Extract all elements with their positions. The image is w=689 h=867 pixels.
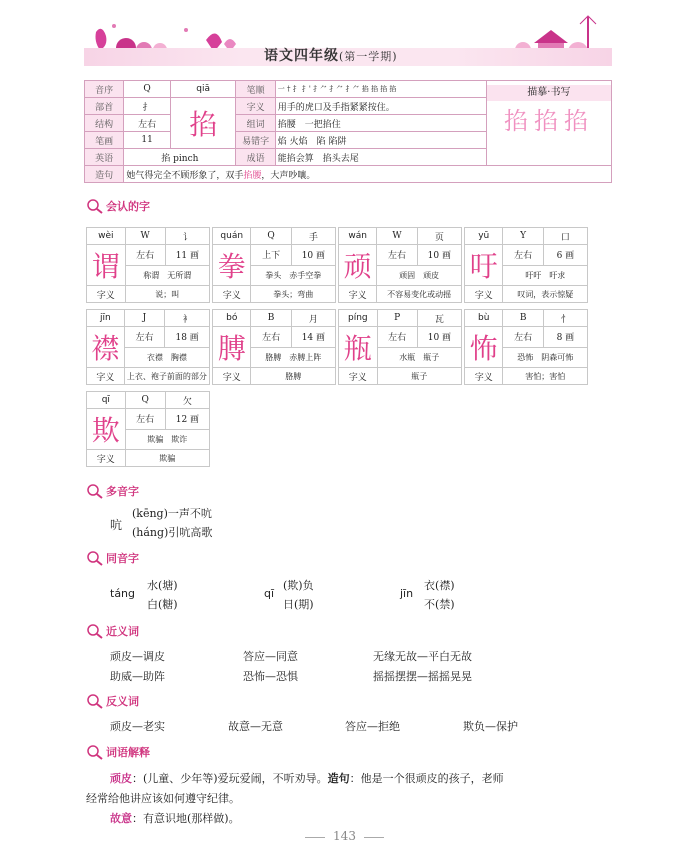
magnifier-icon xyxy=(86,744,104,760)
char-yinxu: B xyxy=(251,310,291,327)
char-yinxu: W xyxy=(125,228,165,245)
char-yinxu: Q xyxy=(251,228,291,245)
duoyin-line-1: (kēng)一声不吭 xyxy=(132,507,212,520)
duoyin-line-2: (háng)引吭高歌 xyxy=(132,526,213,539)
char-jiegou: 左右 xyxy=(377,245,417,266)
tongyin-pinyin: táng xyxy=(110,587,136,600)
tongyin-pinyin: qī xyxy=(264,587,275,600)
char-bihua: 8 画 xyxy=(543,327,587,348)
page-title: 语文四年级(第一学期) xyxy=(264,48,398,64)
char-definition: 害怕；害怕 xyxy=(503,368,588,385)
char-bushou: 口 xyxy=(543,228,587,245)
example-sentence: 她气得完全不顾形象了，双手掐腰，大声吵嚷。 xyxy=(124,166,612,183)
char-card xyxy=(464,309,588,385)
char-bihua: 11 画 xyxy=(165,245,209,266)
char-card xyxy=(338,227,462,303)
explanation-2: 故意：有意识地(那样做)。 xyxy=(110,812,240,825)
char-bushou: 衤 xyxy=(165,310,210,327)
char-bihua: 10 画 xyxy=(417,327,461,348)
char-bihua: 10 画 xyxy=(291,245,335,266)
duoyin-char: 吭 xyxy=(110,518,123,532)
explanation-1-cont: 经常给他讲应该如何遵守纪律。 xyxy=(86,792,240,805)
synonym-pair: 摇摇摆摆—摇摇晃晃 xyxy=(373,670,472,683)
char-ziyi-label: 字义 xyxy=(465,286,503,303)
char-definition: 胳膊 xyxy=(251,368,336,385)
explanation-1: 顽皮：(儿童、少年等)爱玩爱闹，不听劝导。造句：他是一个很顽皮的孩子，老师 xyxy=(110,772,504,785)
char-bihua: 18 画 xyxy=(165,327,210,348)
char-card xyxy=(86,227,210,303)
char-ziyi-label: 字义 xyxy=(339,286,377,303)
char-zuci: 顽固 顽皮 xyxy=(377,265,462,286)
char-jiegou: 左右 xyxy=(125,409,165,430)
char-definition: 上衣、袍子前面的部分 xyxy=(124,368,209,385)
tongyin-word: 水(塘) xyxy=(147,579,178,592)
tracer-chars: 掐掐掐 xyxy=(503,107,594,135)
char-bushou: 讠 xyxy=(165,228,209,245)
char-glyph: 吁 xyxy=(465,245,503,286)
char-bushou: 欠 xyxy=(165,392,209,409)
antonym-pair: 故意—无意 xyxy=(228,720,283,733)
char-zuci: 衣襟 胸襟 xyxy=(124,347,209,368)
antonym-pair: 顽皮—老实 xyxy=(110,720,165,733)
char-pinyin: bù xyxy=(465,310,503,327)
char-card xyxy=(338,309,462,385)
magnifier-icon xyxy=(86,550,104,566)
char-pinyin: quán xyxy=(213,228,251,245)
tongyin-word: 衣(襟) xyxy=(424,579,455,592)
char-zuci: 吁吁 吁求 xyxy=(503,265,588,286)
synonym-pair: 无缘无故—平白无故 xyxy=(373,650,472,663)
char-pinyin: jīn xyxy=(87,310,125,327)
synonym-pair: 顽皮—调皮 xyxy=(110,650,165,663)
char-ziyi-label: 字义 xyxy=(87,450,126,467)
char-yinxu: Y xyxy=(503,228,543,245)
char-yinxu: P xyxy=(377,310,417,327)
char-glyph: 拳 xyxy=(213,245,251,286)
char-zuci: 称谓 无所谓 xyxy=(125,265,209,286)
char-bushou: 瓦 xyxy=(417,310,461,327)
char-bushou: 页 xyxy=(417,228,461,245)
section-duoyin: 多音字 xyxy=(86,483,139,499)
char-pinyin: wán xyxy=(339,228,377,245)
char-definition: 拳头；弯曲 xyxy=(251,286,336,303)
tongyin-pinyin: jīn xyxy=(400,587,414,600)
char-definition: 不容易变化或动摇 xyxy=(377,286,462,303)
char-jiegou: 左右 xyxy=(503,245,543,266)
tongyin-word: (欺)负 xyxy=(283,579,314,592)
char-yinxu: B xyxy=(503,310,543,327)
char-pinyin: wèi xyxy=(87,228,126,245)
char-card xyxy=(212,227,336,303)
char-jiegou: 左右 xyxy=(377,327,417,348)
char-zuci: 拳头 赤手空拳 xyxy=(251,265,336,286)
char-bihua: 6 画 xyxy=(543,245,587,266)
char-yinxu: Q xyxy=(125,392,165,409)
char-jiegou: 左右 xyxy=(124,327,165,348)
main-char: 掐 xyxy=(170,98,236,149)
char-bihua: 10 画 xyxy=(417,245,461,266)
character-card-table: 音序 Q qiā 笔顺 一 † 扌 扌' 扌⺈ 扌⺈ 扌⺈ 掐 掐 掐 掐 描摹·书写 掐掐掐 部首 扌 掐 字义 用手的虎口及手指紧紧按住。 结构 左右 组词 掐腰 一把掐住 笔画 11 易错字 焰 火焰 陷 陷阱 英语 掐 pinch 成语 能掐会算 掐头去尾 造句 她气得完全不顾形象了，双手掐腰，大声吵嚷。 xyxy=(84,80,612,183)
page-number: 143 xyxy=(333,829,356,843)
char-pinyin: qī xyxy=(87,392,126,409)
char-pinyin: yū xyxy=(465,228,503,245)
char-glyph: 襟 xyxy=(87,327,125,368)
char-ziyi-label: 字义 xyxy=(87,286,126,303)
synonym-pair: 恐怖—恐惧 xyxy=(243,670,298,683)
char-zuci: 欺骗 欺诈 xyxy=(125,429,209,450)
char-zuci: 水瓶 瓶子 xyxy=(377,347,461,368)
miaomo-label: 描摹·书写 xyxy=(487,85,611,101)
char-glyph: 膊 xyxy=(213,327,251,368)
antonym-pair: 答应—拒绝 xyxy=(345,720,400,733)
char-zuci: 恐怖 阴森可怖 xyxy=(503,347,588,368)
char-ziyi-label: 字义 xyxy=(465,368,503,385)
section-fanyi: 反义词 xyxy=(86,693,139,709)
magnifier-icon xyxy=(86,623,104,639)
char-pinyin: píng xyxy=(339,310,378,327)
synonym-pair: 答应—同意 xyxy=(243,650,298,663)
char-bushou: 手 xyxy=(291,228,335,245)
char-jiegou: 左右 xyxy=(251,327,291,348)
synonym-pair: 助威—助阵 xyxy=(110,670,165,683)
char-ziyi-label: 字义 xyxy=(87,368,125,385)
char-pinyin: bó xyxy=(213,310,251,327)
char-definition: 说；叫 xyxy=(125,286,209,303)
char-glyph: 谓 xyxy=(87,245,126,286)
char-ziyi-label: 字义 xyxy=(213,368,251,385)
char-glyph: 欺 xyxy=(87,409,126,450)
char-ziyi-label: 字义 xyxy=(213,286,251,303)
char-glyph: 瓶 xyxy=(339,327,378,368)
char-ziyi-label: 字义 xyxy=(339,368,378,385)
char-definition: 欺骗 xyxy=(125,450,209,467)
section-huiren: 会认的字 xyxy=(86,198,150,214)
char-jiegou: 左右 xyxy=(125,245,165,266)
char-card xyxy=(86,309,210,385)
section-jinyi: 近义词 xyxy=(86,623,139,639)
magnifier-icon xyxy=(86,693,104,709)
char-yinxu: W xyxy=(377,228,417,245)
antonym-pair: 欺负—保护 xyxy=(463,720,518,733)
char-bihua: 12 画 xyxy=(165,409,209,430)
char-glyph: 怖 xyxy=(465,327,503,368)
char-card xyxy=(464,227,588,303)
tongyin-word: 不(禁) xyxy=(424,598,455,611)
char-card xyxy=(86,391,210,467)
char-definition: 瓶子 xyxy=(377,368,461,385)
tongyin-word: 白(糖) xyxy=(147,598,178,611)
section-tongyin: 同音字 xyxy=(86,550,139,566)
char-glyph: 顽 xyxy=(339,245,377,286)
tongyin-word: 日(期) xyxy=(283,598,314,611)
section-jieshi: 词语解释 xyxy=(86,744,150,760)
magnifier-icon xyxy=(86,198,104,214)
char-yinxu: J xyxy=(124,310,165,327)
char-bushou: 月 xyxy=(291,310,335,327)
char-jiegou: 上下 xyxy=(251,245,291,266)
char-zuci: 胳膊 赤膊上阵 xyxy=(251,347,336,368)
char-jiegou: 左右 xyxy=(503,327,543,348)
char-bushou: 忄 xyxy=(543,310,587,327)
char-card xyxy=(212,309,336,385)
magnifier-icon xyxy=(86,483,104,499)
char-definition: 叹词，表示惊疑 xyxy=(503,286,588,303)
char-bihua: 14 画 xyxy=(291,327,335,348)
